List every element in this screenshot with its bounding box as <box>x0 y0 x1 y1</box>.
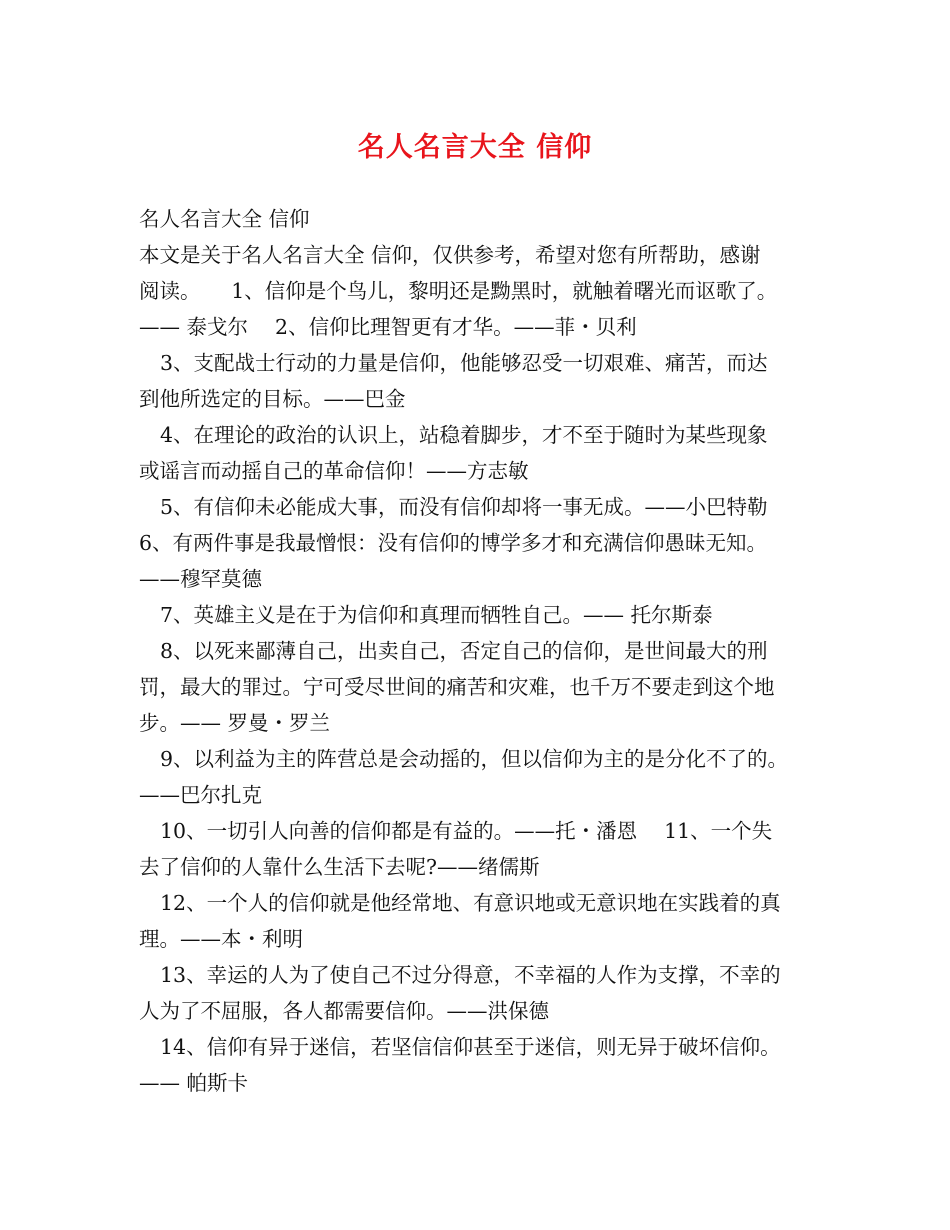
paragraph-line: —— 泰戈尔 2、信仰比理智更有才华。——菲・贝利 <box>139 315 637 339</box>
paragraph-line: 步。—— 罗曼・罗兰 <box>139 711 331 735</box>
paragraph-line: 去了信仰的人靠什么生活下去呢?——绪儒斯 <box>139 855 540 879</box>
paragraph-line: 10、一切引人向善的信仰都是有益的。——托・潘恩 11、一个失 <box>160 819 773 843</box>
paragraph-line: 5、有信仰未必能成大事，而没有信仰却将一事无成。——小巴特勒 <box>160 495 768 519</box>
paragraph-line: 6、有两件事是我最憎恨：没有信仰的博学多才和充满信仰愚昧无知。 <box>139 531 768 555</box>
paragraph-line: 9、以利益为主的阵营总是会动摇的，但以信仰为主的是分化不了的。 <box>160 747 789 771</box>
paragraph-line: 到他所选定的目标。——巴金 <box>139 387 406 411</box>
paragraph-line: 罚，最大的罪过。宁可受尽世间的痛苦和灾难，也千万不要走到这个地 <box>139 675 775 699</box>
paragraph-line: ——穆罕莫德 <box>139 567 262 591</box>
paragraph-line: 或谣言而动摇自己的革命信仰！——方志敏 <box>139 459 529 483</box>
paragraph-line: ——巴尔扎克 <box>139 783 262 807</box>
paragraph-line: 3、支配战士行动的力量是信仰，他能够忍受一切艰难、痛苦，而达 <box>160 351 768 375</box>
paragraph-line: 14、信仰有异于迷信，若坚信信仰甚至于迷信，则无异于破坏信仰。 <box>160 1035 781 1059</box>
document-title: 名人名言大全 信仰 <box>357 132 593 163</box>
paragraph-line: 12、一个人的信仰就是他经常地、有意识地或无意识地在实践着的真 <box>160 891 781 915</box>
paragraph-line: —— 帕斯卡 <box>139 1071 249 1095</box>
paragraph-line: 名人名言大全 信仰 <box>139 207 310 231</box>
paragraph-line: 本文是关于名人名言大全 信仰，仅供参考，希望对您有所帮助，感谢 <box>139 243 761 267</box>
paragraph-line: 7、英雄主义是在于为信仰和真理而牺牲自己。—— 托尔斯泰 <box>160 603 713 627</box>
paragraph-line: 理。——本・利明 <box>139 927 303 951</box>
paragraph-line: 13、幸运的人为了使自己不过分得意，不幸福的人作为支撑，不幸的 <box>160 963 781 987</box>
paragraph-line: 阅读。 1、信仰是个鸟儿，黎明还是黝黑时，就触着曙光而讴歌了。 <box>139 279 778 303</box>
paragraph-line: 人为了不屈服，各人都需要信仰。——洪保德 <box>139 999 549 1023</box>
paragraph-line: 8、以死来鄙薄自己，出卖自己，否定自己的信仰，是世间最大的刑 <box>160 639 768 663</box>
paragraph-line: 4、在理论的政治的认识上，站稳着脚步，才不至于随时为某些现象 <box>160 423 768 447</box>
